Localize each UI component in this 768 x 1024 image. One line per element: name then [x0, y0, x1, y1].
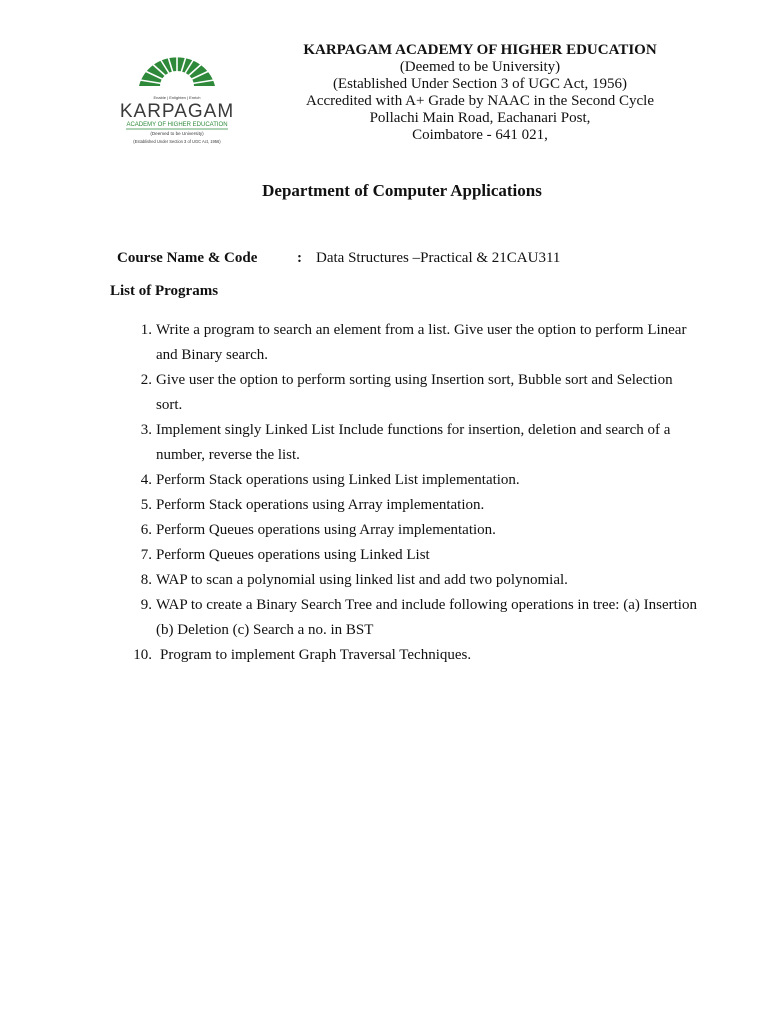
list-item [130, 493, 700, 518]
logo-wordmark: KARPAGAM [119, 101, 235, 122]
list-item [130, 643, 700, 668]
list-item-number: 9. [140, 597, 152, 613]
list-item-number: 5. [140, 497, 152, 513]
list-item-text: Give user the option to perform sorting using Insertion sort, Bubble sort and Selection sort. [156, 372, 673, 413]
logo-tagline: Enable | Enlighten | Enrich [153, 95, 201, 100]
list-item-text: Implement singly Linked List Include functions for insertion, deletion and search of a number, reverse the list. [156, 422, 671, 463]
list-item-number: 7. [140, 547, 152, 563]
list-item-text: Perform Queues operations using Linked List [156, 547, 430, 563]
list-item-number: 2. [140, 372, 152, 388]
institution-name: KARPAGAM ACADEMY OF HIGHER EDUCATION [303, 42, 657, 58]
list-item [130, 543, 700, 568]
course-label: Course Name & Code [117, 250, 258, 266]
list-item [130, 518, 700, 543]
list-item [130, 318, 700, 368]
list-item-number: 10. [133, 647, 152, 663]
header-line-accreditation: Accredited with A+ Grade by NAAC in the Second Cycle [306, 93, 654, 109]
list-item-text: Write a program to search an element from a list. Give user the option to perform Linear and Binary search. [156, 322, 687, 363]
list-item [130, 368, 700, 418]
course-separator: : [297, 250, 302, 266]
list-item-number: 8. [140, 572, 152, 588]
header-line-deemed: (Deemed to be University) [399, 59, 561, 75]
list-item-text: Perform Stack operations using Linked List implementation. [156, 472, 520, 488]
list-item-number: 1. [140, 322, 152, 338]
course-name-code-row [0, 250, 768, 270]
logo-emblem-icon [116, 44, 238, 152]
programs-list [130, 318, 700, 668]
list-item [130, 418, 700, 468]
header-line-address: Pollachi Main Road, Eachanari Post, [369, 110, 591, 126]
list-item-text: WAP to create a Binary Search Tree and include following operations in tree: (a) Insertion (b) Deletion (c) Search a no. in BST [156, 597, 697, 638]
header-line-established: (Established Under Section 3 of UGC Act, 1956) [332, 76, 628, 92]
list-item-text: Perform Stack operations using Array implementation. [156, 497, 485, 513]
logo-deemed: (Deemed to be University) [150, 131, 204, 136]
list-of-programs-heading: List of Programs [110, 283, 219, 299]
list-item-text: WAP to scan a polynomial using linked list and add two polynomial. [156, 572, 568, 588]
list-item-text: Program to implement Graph Traversal Techniques. [160, 647, 472, 663]
list-item [130, 468, 700, 493]
list-item-number: 6. [140, 522, 152, 538]
course-value: Data Structures –Practical & 21CAU311 [316, 250, 561, 266]
list-item-number: 3. [140, 422, 152, 438]
logo-established: (Established Under Section 3 of UGC Act, 1956) [133, 139, 221, 144]
list-item [130, 593, 700, 643]
header-line-city: Coimbatore - 641 021, [412, 127, 548, 143]
institution-header [280, 42, 680, 144]
sunburst-icon [139, 48, 215, 86]
list-item [130, 568, 700, 593]
university-logo [116, 44, 238, 152]
list-item-number: 4. [140, 472, 152, 488]
logo-subtitle: ACADEMY OF HIGHER EDUCATION [126, 122, 228, 128]
department-title: Department of Computer Applications [262, 181, 542, 200]
list-item-text: Perform Queues operations using Array implementation. [156, 522, 496, 538]
